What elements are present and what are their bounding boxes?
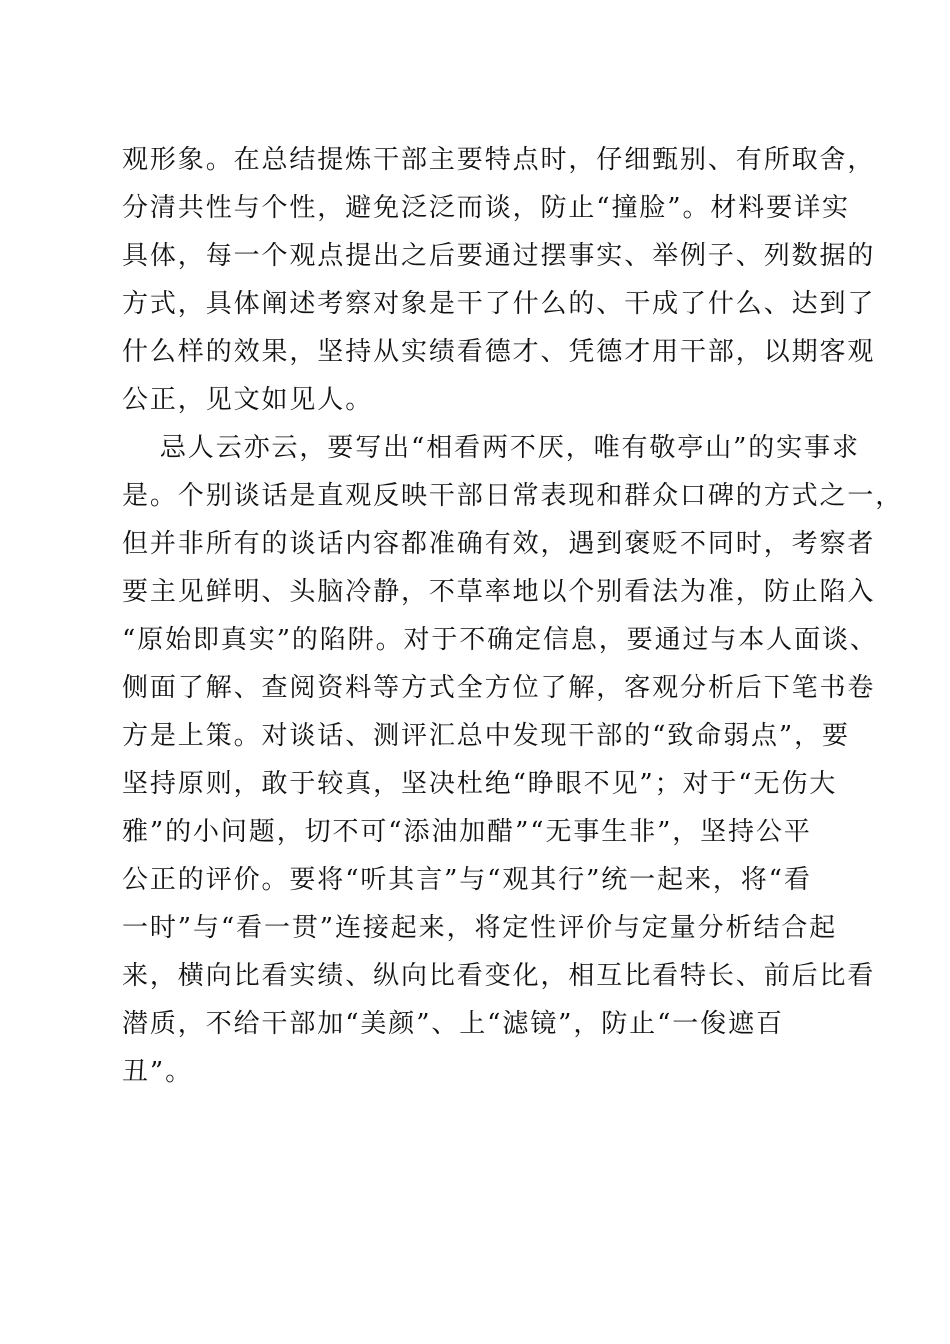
text-line: 公正，见文如见人。 [122, 385, 374, 415]
text-line: 分清共性与个性，避免泛泛而谈，防止“撞脸”。材料要详实 [122, 193, 850, 223]
text-line: 观形象。在总结提炼干部主要特点时，仔细甄别、有所取舍， [122, 145, 876, 175]
text-line: 雅”的小问题，切不可“添油加醋”“无事生非”，坚持公平 [122, 817, 812, 847]
text-line: 坚持原则，敢于较真，坚决杜绝“睁眼不见”；对于“无伤大 [122, 769, 838, 799]
text-line: 要主见鲜明、头脑冷静，不草率地以个别看法为准，防止陷入 [122, 577, 876, 607]
text-line: 来，横向比看实绩、纵向比看变化，相互比看特长、前后比看 [122, 961, 876, 991]
text-line: 一时”与“看一贯”连接起来，将定性评价与定量分析结合起 [122, 913, 838, 943]
paragraph-start-line: 忌人云亦云，要写出“相看两不厌，唯有敬亭山”的实事求 [132, 433, 860, 463]
text-line: 具体，每一个观点提出之后要通过摆事实、举例子、列数据的 [122, 241, 876, 271]
text-line: 公正的评价。要将“听其言”与“观其行”统一起来，将“看 [122, 865, 812, 895]
text-line: 潜质，不给干部加“美颜”、上“滤镜”，防止“一俊遮百 [122, 1009, 784, 1039]
text-line: 是。个别谈话是直观反映干部日常表现和群众口碑的方式之一， [122, 481, 904, 511]
text-line: 侧面了解、查阅资料等方式全方位了解，客观分析后下笔书卷 [122, 673, 876, 703]
text-line: 但并非所有的谈话内容都准确有效，遇到褒贬不同时，考察者 [122, 529, 876, 559]
text-line: 什么样的效果，坚持从实绩看德才、凭德才用干部，以期客观 [122, 337, 876, 367]
body-text [122, 136, 904, 1096]
text-line: 方式，具体阐述考察对象是干了什么的、干成了什么、达到了 [122, 289, 876, 319]
text-line: 丑”。 [122, 1057, 193, 1087]
text-line: 方是上策。对谈话、测评汇总中发现干部的“致命弱点”，要 [122, 721, 850, 751]
text-line: “原始即真实”的陷阱。对于不确定信息，要通过与本人面谈、 [122, 625, 878, 655]
